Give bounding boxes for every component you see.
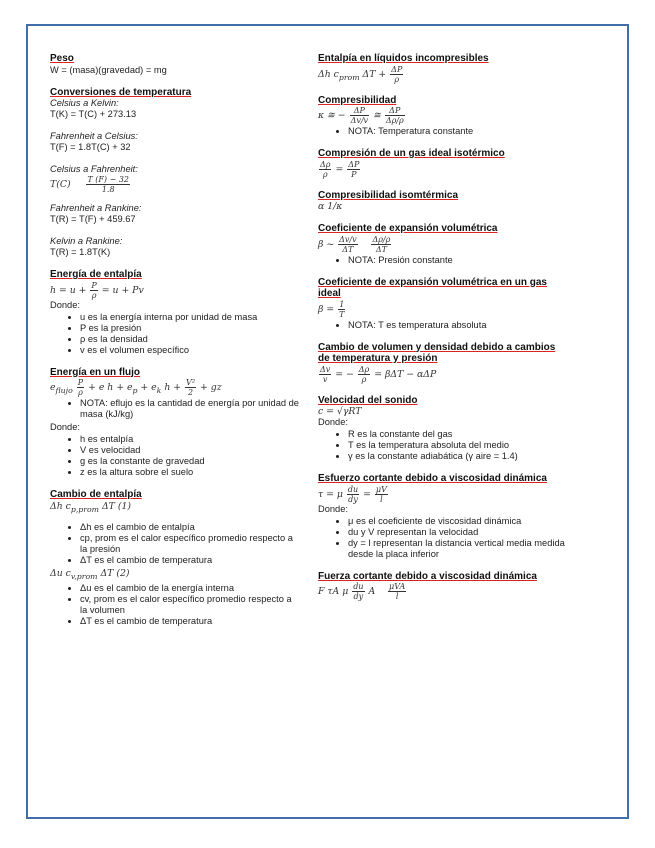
section-isomtermica: [318, 190, 568, 213]
formula-part: + e: [140, 382, 157, 393]
label-f-to-c: Fahrenheit a Celsius:: [50, 131, 138, 141]
list-item: • μ es el coeficiente de viscosidad dinámica: [348, 516, 568, 527]
formula-volumetrica: [318, 235, 568, 254]
list-item: • g es la constante de gravedad: [80, 456, 300, 467]
fraction: [319, 365, 331, 384]
fraction: [338, 300, 345, 319]
section-peso: [50, 53, 300, 76]
compresibilidad-list: [318, 126, 568, 137]
formula-sub: k: [156, 385, 162, 395]
section-liquidos: [318, 53, 568, 84]
formula-part: Δu c: [50, 568, 71, 580]
list-item: • dy = l representan la distancia vertical media medida desde la placa inferior: [348, 538, 568, 560]
section-esfuerzo: [318, 473, 568, 560]
fraction-numerator: 1: [339, 299, 345, 309]
fraction-numerator: Δρ: [358, 364, 370, 374]
formula-part: Δh c: [318, 68, 339, 80]
label-f-to-r: Fahrenheit a Rankine:: [50, 203, 142, 213]
fraction-numerator: du: [347, 484, 359, 494]
fraction-denominator: 2: [187, 388, 194, 397]
list-item: • γ es la constante adiabática (γ aire = 1.4): [348, 451, 568, 462]
formula-part: β =: [318, 303, 335, 315]
fraction-numerator: ΔP: [350, 106, 370, 116]
fraction-numerator: Δρ: [320, 159, 331, 169]
fraction: [385, 106, 405, 125]
left-column: [50, 53, 300, 638]
heading-cambio-volumen: Cambio de volumen y densidad debido a cambios de temperatura y presión: [318, 341, 556, 364]
fraction-numerator: μVA: [389, 582, 406, 591]
formula-k-to-r: T(R) = 1.8T(K): [50, 247, 111, 257]
section-conversiones: [50, 87, 300, 259]
label-c-to-f: Celsius a Fahrenheit:: [50, 164, 138, 174]
fraction-denominator: dy: [353, 592, 364, 601]
section-compresibilidad: [318, 95, 568, 138]
formula-liquidos: [318, 65, 568, 84]
section-sonido: [318, 395, 568, 463]
list-item: • ΔT es el cambio de temperatura: [80, 616, 300, 627]
cambio-list-1: [50, 522, 300, 566]
right-column: [318, 53, 568, 612]
formula-part: = βΔT − αΔP: [374, 368, 437, 380]
list-item: • NOTA: Presión constante: [348, 255, 568, 266]
section-fuerza: [318, 571, 568, 602]
section-gas-ideal: [318, 277, 568, 331]
formula-isomtermica: α 1/κ: [318, 201, 343, 212]
heading-sonido: Velocidad del sonido: [318, 394, 418, 406]
formula-part: h +: [164, 382, 182, 393]
fraction: [352, 582, 364, 601]
formula-part: h = u +: [50, 284, 87, 296]
heading-flujo: Energía en un flujo: [50, 366, 141, 378]
formula-sub: prom: [338, 72, 360, 82]
section-volumetrica: [318, 223, 568, 266]
formula-part: = u + Pv: [101, 284, 144, 296]
fraction-numerator: P: [77, 378, 84, 387]
heading-isomtermica: Compresibilidad isomtérmica: [318, 189, 459, 201]
fraction-denominator: T: [339, 309, 345, 319]
volumetrica-list: [318, 255, 568, 266]
sonido-list: [318, 429, 568, 462]
fraction-numerator: ΔP: [348, 159, 360, 169]
formula-part: A: [368, 586, 376, 597]
formula-cambio-volumen: [318, 365, 568, 384]
esfuerzo-list: [318, 516, 568, 560]
formula-sub: flujo: [55, 385, 73, 395]
heading-liquidos: Entalpía en líquidos incompresibles: [318, 53, 489, 64]
formula-part: F τA μ: [318, 586, 349, 597]
fraction-denominator: 1.8: [101, 185, 115, 194]
fraction-numerator: T (F) − 32: [87, 175, 129, 184]
fraction-numerator: du: [353, 582, 364, 591]
flujo-list: [50, 434, 300, 478]
section-flujo: [50, 367, 300, 479]
formula-f-to-c: T(F) = 1.8T(C) + 32: [50, 142, 131, 152]
fraction-numerator: μV: [375, 484, 387, 494]
fraction-denominator: Δρ/ρ: [385, 116, 404, 125]
formula-part: Δh c: [50, 500, 71, 512]
donde-label: Donde:: [50, 422, 80, 432]
list-item: • V es velocidad: [80, 445, 300, 456]
formula-entalpia: [50, 281, 300, 300]
fraction-denominator: ΔT: [375, 244, 387, 254]
fraction: [358, 365, 370, 384]
fraction-numerator: ΔP: [385, 106, 405, 116]
fraction-denominator: ρ: [361, 374, 367, 384]
list-item: • NOTA: eflujo es la cantidad de energía por unidad de masa (kJ/kg): [80, 398, 300, 420]
donde-label: Donde:: [318, 417, 348, 427]
heading-conversiones: Conversiones de temperatura: [50, 86, 192, 98]
formula-part: τ = μ: [318, 488, 343, 500]
fraction-denominator: ρ: [78, 388, 83, 397]
fraction-numerator: Δρ/ρ: [372, 234, 391, 244]
heading-gas-ideal: Coeficiente de expansión volumétrica en un gas ideal: [318, 276, 547, 299]
heading-volumetrica: Coeficiente de expansión volumétrica: [318, 223, 498, 234]
fraction-dp-rho: [390, 65, 403, 84]
entalpia-list: [50, 312, 300, 356]
formula-sub: p: [132, 385, 138, 395]
heading-cambio-entalpia: Cambio de entalpía: [50, 489, 142, 500]
list-item: • du y V representan la velocidad: [348, 527, 568, 538]
fraction-denominator: P: [351, 169, 357, 179]
list-item: • h es entalpía: [80, 434, 300, 445]
formula-part: ΔT +: [362, 68, 387, 80]
list-item: • cp, prom es el calor específico promedio respecto a la presión: [80, 533, 300, 555]
formula-part: + e h + e: [88, 382, 133, 393]
heading-isotermico: Compresión de un gas ideal isotérmico: [318, 148, 505, 159]
fraction-denominator: ρ: [91, 290, 97, 300]
formula-c-to-f-lhs: T(C): [50, 179, 71, 190]
formula-part: ΔT (2): [100, 568, 130, 580]
section-isotermico: [318, 148, 568, 179]
list-item: • v es el volumen específico: [80, 345, 300, 356]
fraction-denominator: l: [380, 494, 383, 504]
fraction: [319, 160, 331, 179]
cambio-list-2: [50, 583, 300, 627]
fraction-p-rho: [77, 378, 84, 397]
fraction-denominator: ρ: [394, 74, 400, 84]
formula-part: + gz: [200, 382, 222, 393]
formula-part: = −: [335, 368, 354, 380]
formula-c-to-k: T(K) = T(C) + 273.13: [50, 109, 137, 119]
label-k-to-r: Kelvin a Rankine:: [50, 236, 123, 246]
formula-peso: W = (masa)(gravedad) = mg: [50, 64, 167, 75]
formula-part: κ ≅ −: [318, 110, 346, 121]
list-item: • NOTA: Temperatura constante: [348, 126, 568, 137]
fraction: [338, 235, 358, 254]
list-item: • T es la temperatura absoluta del medio: [348, 440, 568, 451]
flujo-note-list: [50, 398, 300, 420]
list-item: • z es la altura sobre el suelo: [80, 467, 300, 478]
donde-label: Donde:: [318, 503, 348, 514]
formula-part: β ~: [318, 238, 335, 250]
list-item: • cv, prom es el calor específico promedio respecto a la volumen: [80, 594, 300, 616]
fraction-numerator: Δv/v: [339, 234, 357, 244]
gas-ideal-list: [318, 320, 568, 331]
fraction-numerator: Δv: [320, 364, 331, 374]
formula-isotermico: [318, 160, 568, 179]
fraction: [388, 582, 406, 601]
formula-f-to-r: T(R) = T(F) + 459.67: [50, 214, 136, 224]
fraction: [371, 235, 391, 254]
heading-esfuerzo: Esfuerzo cortante debido a viscosidad dinámica: [318, 473, 547, 484]
heading-peso: Peso: [50, 53, 74, 64]
list-item: • Δh es el cambio de entalpía: [80, 522, 300, 533]
formula-cambio-2: [50, 568, 300, 582]
fraction-denominator: l: [395, 592, 399, 601]
formula-part: ≅: [373, 110, 381, 121]
section-cambio-volumen: [318, 342, 568, 384]
formula-part: e: [50, 382, 56, 393]
fraction-p-rho: [90, 281, 97, 300]
donde-label: Donde:: [50, 299, 80, 310]
fraction-numerator: V²: [186, 378, 196, 387]
fraction-c-to-f: [86, 175, 130, 194]
list-item: • ΔT es el cambio de temperatura: [80, 555, 300, 566]
list-item: • P es la presión: [80, 323, 300, 334]
formula-sub: v,prom: [70, 572, 98, 582]
fraction-denominator: dy: [348, 494, 358, 504]
formula-esfuerzo: [318, 485, 568, 504]
heading-compresibilidad: Compresibilidad: [318, 94, 397, 106]
section-entalpia: [50, 269, 300, 356]
fraction-numerator: ΔP: [391, 64, 403, 74]
formula-sonido: c = √γRT: [318, 406, 362, 417]
list-item: • ρ es la densidad: [80, 334, 300, 345]
list-item: • R es la constante del gas: [348, 429, 568, 440]
formula-flujo: [50, 378, 300, 397]
formula-gas-ideal: [318, 300, 568, 319]
label-c-to-k: Celsius a Kelvin:: [50, 98, 119, 108]
formula-sub: p,prom: [70, 504, 99, 514]
fraction-denominator: ΔT: [342, 244, 354, 254]
formula-part: =: [335, 163, 344, 175]
fraction-denominator: v: [322, 374, 328, 384]
list-item: • u es la energía interna por unidad de masa: [80, 312, 300, 323]
heading-entalpia: Energía de entalpía: [50, 269, 142, 280]
formula-compresibilidad: [318, 106, 568, 125]
list-item: • NOTA: T es temperatura absoluta: [348, 320, 568, 331]
fraction: [375, 485, 388, 504]
formula-fuerza: [318, 582, 568, 601]
fraction: [347, 485, 359, 504]
formula-cambio-1: [50, 501, 300, 515]
fraction-numerator: P: [91, 280, 97, 290]
formula-c-to-f: [50, 175, 300, 194]
list-item: • Δu es el cambio de la energía interna: [80, 583, 300, 594]
fraction: [350, 106, 370, 125]
fraction: [347, 160, 360, 179]
formula-part: =: [363, 488, 371, 500]
fraction-denominator: Δv/v: [350, 116, 369, 125]
fraction-v2-2: [185, 378, 196, 397]
section-cambio-entalpia: [50, 489, 300, 627]
heading-fuerza: Fuerza cortante debido a viscosidad dinámica: [318, 570, 537, 582]
fraction-denominator: ρ: [322, 169, 328, 179]
formula-part: ΔT (1): [101, 500, 131, 512]
